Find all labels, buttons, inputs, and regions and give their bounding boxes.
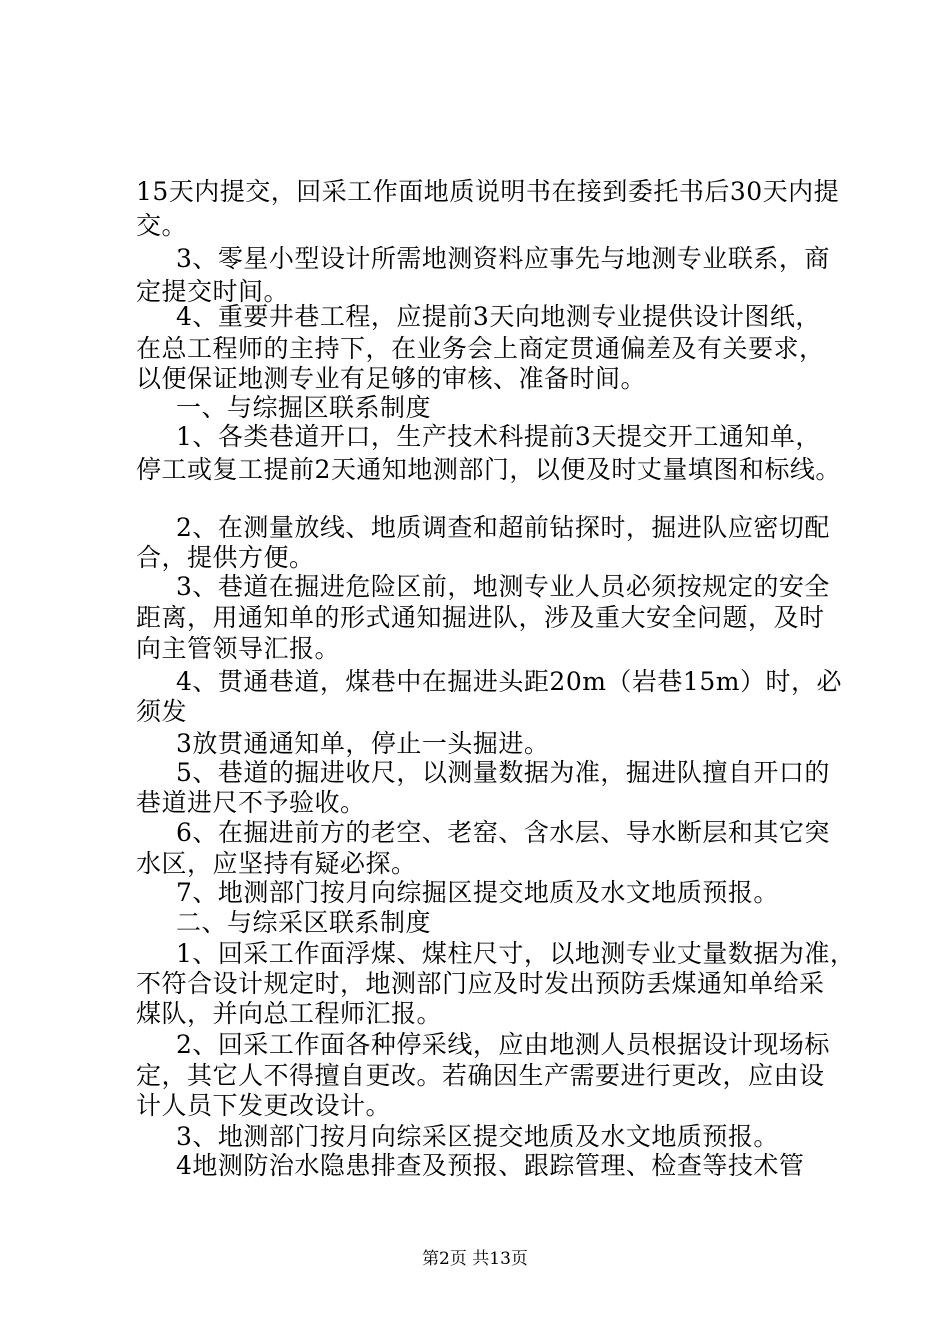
text-line: 在总工程师的主持下，在业务会上商定贯通偏差及有关要求， (136, 334, 825, 363)
section-heading: 一、与综掘区联系制度 (176, 393, 432, 422)
text-line: 巷道进尺不予验收。 (136, 788, 366, 817)
text-line: 定，其它人不得擅自更改。若确因生产需要进行更改，应由设 (136, 1061, 825, 1090)
text-line: 4、贯通巷道，煤巷中在掘进头距20m（岩巷15m）时，必 (176, 667, 842, 696)
text-line: 须发 (136, 697, 188, 726)
text-line: 6、在掘进前方的老空、老窑、含水层、导水断层和其它突 (176, 818, 830, 847)
text-line: 距离，用通知单的形式通知掘进队，涉及重大安全问题，及时 (136, 603, 825, 632)
text-line: 向主管领导汇报。 (136, 634, 341, 663)
section-heading: 二、与综采区联系制度 (176, 908, 432, 937)
text-line: 3放贯通通知单，停止一头掘进。 (176, 729, 550, 758)
text-line: 合，提供方便。 (136, 543, 315, 572)
text-line: 4、重要井巷工程，应提前3天向地测专业提供设计图纸， (176, 302, 821, 331)
text-line: 1、回采工作面浮煤、煤柱尺寸，以地测专业丈量数据为准， (176, 939, 856, 968)
text-line: 以便保证地测专业有足够的审核、准备时间。 (136, 364, 647, 393)
text-line: 不符合设计规定时，地测部门应及时发出预防丢煤通知单给采 (136, 969, 825, 998)
text-line: 3、零星小型设计所需地测资料应事先与地测专业联系，商 (176, 244, 830, 273)
text-line: 2、在测量放线、地质调查和超前钻探时，掘进队应密切配 (176, 513, 830, 542)
text-line: 2、回采工作面各种停采线，应由地测人员根据设计现场标 (176, 1030, 830, 1059)
text-line: 3、地测部门按月向综采区提交地质及水文地质预报。 (176, 1122, 779, 1151)
text-line: 7、地测部门按月向综掘区提交地质及水文地质预报。 (176, 878, 779, 907)
text-line: 水区，应坚持有疑必探。 (136, 849, 417, 878)
text-line: 1、各类巷道开口，生产技术科提前3天提交开工通知单， (176, 422, 821, 451)
text-line: 5、巷道的掘进收尺，以测量数据为准，掘进队擅自开口的 (176, 758, 830, 787)
text-line: 4地测防治水隐患排查及预报、跟踪管理、检查等技术管 (176, 1151, 805, 1180)
text-line: 煤队，并向总工程师汇报。 (136, 999, 443, 1028)
text-line: 计人员下发更改设计。 (136, 1091, 392, 1120)
text-line: 交。 (136, 211, 188, 240)
text-line: 停工或复工提前2天通知地测部门，以便及时丈量填图和标线。 (136, 455, 841, 484)
page-footer: 第2页 共13页 (422, 1249, 528, 1269)
text-line: 定提交时间。 (136, 277, 290, 306)
text-line: 15天内提交，回采工作面地质说明书在接到委托书后30天内提 (136, 177, 840, 206)
text-line: 3、巷道在掘进危险区前，地测专业人员必须按规定的安全 (176, 572, 830, 601)
